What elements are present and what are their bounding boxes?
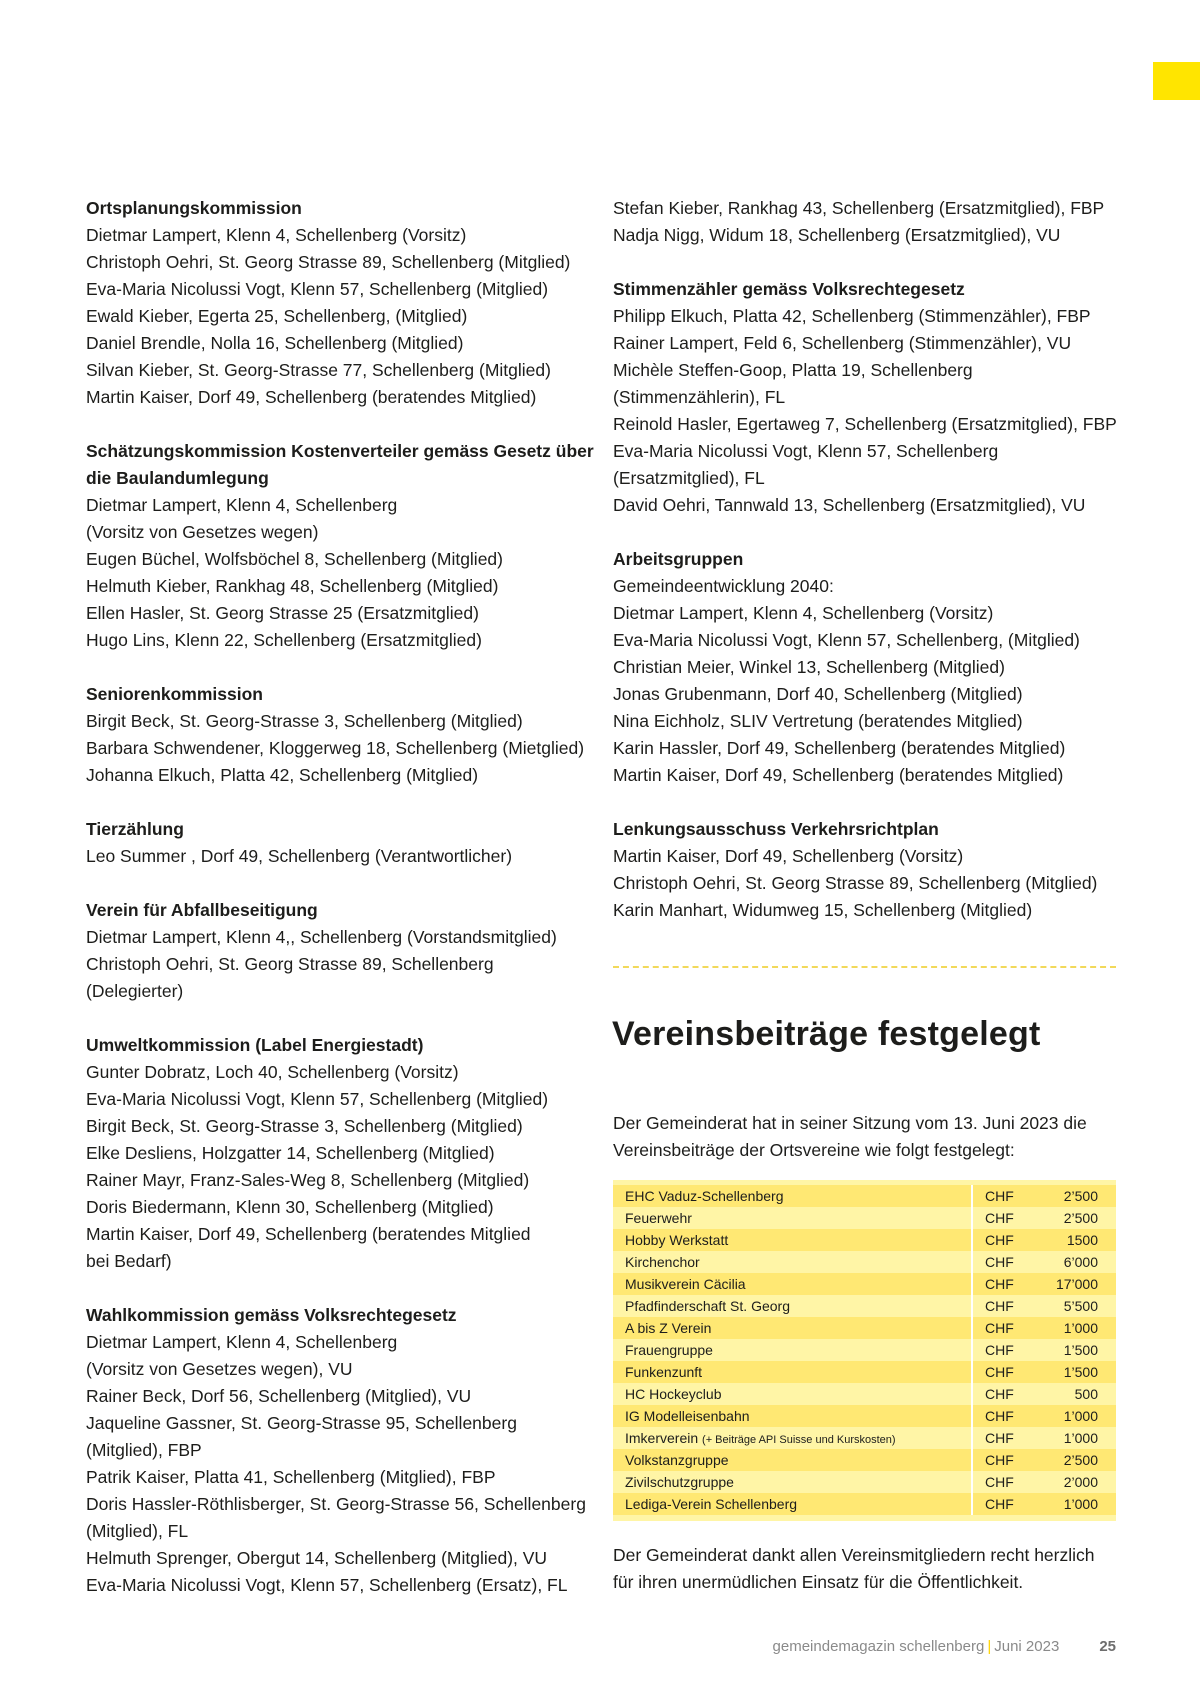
fee-currency: CHF [985, 1320, 1014, 1336]
fee-club-name: EHC Vaduz-Schellenberg [625, 1188, 784, 1204]
committee-heading: Verein für Abfallbeseitigung [86, 900, 318, 920]
member-line: Eva-Maria Nicolussi Vogt, Klenn 57, Schellenberg (Mitglied) [86, 279, 549, 299]
committee-heading: Tierzählung [86, 819, 184, 839]
fee-currency: CHF [985, 1210, 1014, 1226]
committee-section [86, 438, 596, 654]
fee-row [613, 1405, 1116, 1427]
member-line: Dietmar Lampert, Klenn 4,, Schellenberg (Vorstandsmitglied) [86, 927, 557, 947]
member-line: Elke Desliens, Holzgatter 14, Schellenberg (Mitglied) [86, 1143, 495, 1163]
committee-section [613, 195, 1118, 249]
fee-club-cell [613, 1383, 973, 1405]
committee-heading: Seniorenkommission [86, 684, 263, 704]
fee-club-name: Frauengruppe [625, 1342, 713, 1358]
member-line: (Delegierter) [86, 981, 184, 1001]
section-divider [613, 966, 1116, 968]
fee-club-cell [613, 1295, 973, 1317]
fee-row [613, 1229, 1116, 1251]
fee-row [613, 1207, 1116, 1229]
fee-club-name: HC Hockeyclub [625, 1386, 722, 1402]
fee-row [613, 1185, 1116, 1207]
fee-club-cell [613, 1427, 973, 1449]
footer-separator: | [987, 1638, 992, 1655]
member-line: Barbara Schwendener, Kloggerweg 18, Schellenberg (Mietglied) [86, 738, 585, 758]
article-outro: Der Gemeinderat dankt allen Vereinsmitgliedern recht herzlich für ihren unermüdlichen Einsatz für die Öffentlichkeit. [613, 1545, 1095, 1592]
fee-club-name: Kirchenchor [625, 1254, 700, 1270]
fee-row [613, 1339, 1116, 1361]
fee-row [613, 1273, 1116, 1295]
fee-amount: 5’500 [1063, 1298, 1098, 1314]
fee-row [613, 1295, 1116, 1317]
fee-amount: 1’000 [1063, 1320, 1098, 1336]
fee-currency: CHF [985, 1430, 1014, 1446]
member-line: Rainer Lampert, Feld 6, Schellenberg (Stimmenzähler), VU [613, 333, 1072, 353]
member-line: (Ersatzmitglied), FL [613, 468, 765, 488]
member-line: Christoph Oehri, St. Georg Strasse 89, Schellenberg (Mitglied) [613, 873, 1098, 893]
fee-club-cell [613, 1449, 973, 1471]
member-line: (Mitglied), FBP [86, 1440, 202, 1460]
member-line: Leo Summer , Dorf 49, Schellenberg (Verantwortlicher) [86, 846, 513, 866]
fee-amount: 2’500 [1063, 1210, 1098, 1226]
member-line: Ellen Hasler, St. Georg Strasse 25 (Ersatzmitglied) [86, 603, 479, 623]
member-line: Silvan Kieber, St. Georg-Strasse 77, Schellenberg (Mitglied) [86, 360, 551, 380]
committee-heading: Wahlkommission gemäss Volksrechtegesetz [86, 1305, 457, 1325]
member-line: Dietmar Lampert, Klenn 4, Schellenberg (Vorsitz) [613, 603, 994, 623]
member-line: Doris Hassler-Röthlisberger, St. Georg-Strasse 56, Schellenberg [86, 1494, 586, 1514]
member-line: Helmuth Sprenger, Obergut 14, Schellenberg (Mitglied), VU [86, 1548, 548, 1568]
member-line: Dietmar Lampert, Klenn 4, Schellenberg (Vorsitz) [86, 225, 467, 245]
fee-currency: CHF [985, 1474, 1014, 1490]
member-line: Martin Kaiser, Dorf 49, Schellenberg (Vorsitz) [613, 846, 964, 866]
committee-section [86, 897, 596, 1005]
fee-club-cell [613, 1273, 973, 1295]
fee-currency: CHF [985, 1452, 1014, 1468]
fee-amount: 1’000 [1063, 1496, 1098, 1512]
fee-amount: 1’000 [1063, 1430, 1098, 1446]
member-line: Martin Kaiser, Dorf 49, Schellenberg (beratendes Mitglied) [86, 387, 537, 407]
committee-section [86, 1032, 596, 1275]
member-line: Martin Kaiser, Dorf 49, Schellenberg (beratendes Mitglied [86, 1224, 531, 1244]
committee-section [613, 546, 1118, 789]
member-line: (Mitglied), FL [86, 1521, 189, 1541]
fee-club-name: Volkstanzgruppe [625, 1452, 729, 1468]
fee-row [613, 1383, 1116, 1405]
fee-currency: CHF [985, 1232, 1014, 1248]
footer-magazine: gemeindemagazin schellenberg [772, 1638, 985, 1655]
fee-club-cell [613, 1185, 973, 1207]
fee-club-cell [613, 1493, 973, 1515]
member-line: Johanna Elkuch, Platta 42, Schellenberg (Mitglied) [86, 765, 479, 785]
member-line: (Vorsitz von Gesetzes wegen) [86, 522, 319, 542]
fee-currency: CHF [985, 1342, 1014, 1358]
fee-club-name: A bis Z Verein [625, 1320, 712, 1336]
member-line: Jonas Grubenmann, Dorf 40, Schellenberg (Mitglied) [613, 684, 1023, 704]
member-line: Dietmar Lampert, Klenn 4, Schellenberg [86, 1332, 398, 1352]
committee-section [86, 195, 596, 411]
fee-club-cell [613, 1251, 973, 1273]
fee-currency: CHF [985, 1188, 1014, 1204]
fee-club-name: Zivilschutzgruppe [625, 1474, 734, 1490]
member-line: Gunter Dobratz, Loch 40, Schellenberg (Vorsitz) [86, 1062, 459, 1082]
fee-currency: CHF [985, 1276, 1014, 1292]
member-line: Patrik Kaiser, Platta 41, Schellenberg (Mitglied), FBP [86, 1467, 496, 1487]
member-line: Eva-Maria Nicolussi Vogt, Klenn 57, Schellenberg [613, 441, 999, 461]
committee-heading: Arbeitsgruppen [613, 549, 744, 569]
committee-heading: Ortsplanungskommission [86, 198, 302, 218]
fee-amount: 2’500 [1063, 1452, 1098, 1468]
member-line: Rainer Beck, Dorf 56, Schellenberg (Mitglied), VU [86, 1386, 472, 1406]
member-line: (Vorsitz von Gesetzes wegen), VU [86, 1359, 353, 1379]
committee-section [613, 276, 1118, 519]
page-number: 25 [1099, 1638, 1116, 1655]
member-line: Eva-Maria Nicolussi Vogt, Klenn 57, Schellenberg (Mitglied) [86, 1089, 549, 1109]
committee-heading: Lenkungsausschuss Verkehrsrichtplan [613, 819, 939, 839]
fee-club-cell [613, 1361, 973, 1383]
fee-amount: 500 [1074, 1386, 1098, 1402]
fee-club-name: Musikverein Cäcilia [625, 1276, 746, 1292]
member-line: Ewald Kieber, Egerta 25, Schellenberg, (Mitglied) [86, 306, 468, 326]
committee-heading: Schätzungskommission Kostenverteiler gemäss Gesetz über die Baulandumlegung [86, 441, 594, 488]
member-line: Eugen Büchel, Wolfsböchel 8, Schellenberg (Mitglied) [86, 549, 503, 569]
committee-section [86, 681, 596, 789]
fee-row [613, 1361, 1116, 1383]
fee-currency: CHF [985, 1386, 1014, 1402]
member-line: Gemeindeentwicklung 2040: [613, 576, 834, 596]
fee-club-cell [613, 1471, 973, 1493]
member-line: Rainer Mayr, Franz-Sales-Weg 8, Schellenberg (Mitglied) [86, 1170, 530, 1190]
fee-amount: 1’500 [1063, 1342, 1098, 1358]
corner-tab [1153, 62, 1200, 100]
article-title: Vereinsbeiträge festgelegt [612, 1015, 1041, 1053]
committee-heading: Stimmenzähler gemäss Volksrechtegesetz [613, 279, 965, 299]
member-line: Daniel Brendle, Nolla 16, Schellenberg (Mitglied) [86, 333, 464, 353]
fee-club-cell [613, 1339, 973, 1361]
fee-club-name: Hobby Werkstatt [625, 1232, 729, 1248]
fee-amount: 2’000 [1063, 1474, 1098, 1490]
member-line: Stefan Kieber, Rankhag 43, Schellenberg (Ersatzmitglied), FBP [613, 198, 1105, 218]
fee-currency: CHF [985, 1254, 1014, 1270]
fee-club-cell [613, 1317, 973, 1339]
fee-amount: 1500 [1066, 1232, 1098, 1248]
committee-section [86, 816, 596, 870]
fee-row [613, 1471, 1116, 1493]
fee-currency: CHF [985, 1364, 1014, 1380]
member-line: Helmuth Kieber, Rankhag 48, Schellenberg (Mitglied) [86, 576, 499, 596]
member-line: David Oehri, Tannwald 13, Schellenberg (Ersatzmitglied), VU [613, 495, 1086, 515]
member-line: Michèle Steffen-Goop, Platta 19, Schellenberg [613, 360, 973, 380]
member-line: Nadja Nigg, Widum 18, Schellenberg (Ersatzmitglied), VU [613, 225, 1061, 245]
fee-amount: 2’500 [1063, 1188, 1098, 1204]
fee-row [613, 1251, 1116, 1273]
fee-club-name: Pfadfinderschaft St. Georg [625, 1298, 790, 1314]
footer-issue: Juni 2023 [994, 1638, 1060, 1655]
fee-row [613, 1317, 1116, 1339]
fee-club-name: IG Modelleisenbahn [625, 1408, 750, 1424]
fee-currency: CHF [985, 1496, 1014, 1512]
fee-amount: 1’500 [1063, 1364, 1098, 1380]
member-line: bei Bedarf) [86, 1251, 172, 1271]
fee-club-name: Funkenzunft [625, 1364, 703, 1380]
member-line: Nina Eichholz, SLIV Vertretung (beratendes Mitglied) [613, 711, 1023, 731]
fee-club-cell [613, 1207, 973, 1229]
member-line: Karin Hassler, Dorf 49, Schellenberg (beratendes Mitglied) [613, 738, 1066, 758]
left-column [86, 195, 596, 1626]
page-footer [600, 1637, 1116, 1657]
committee-section [86, 1302, 596, 1599]
fee-amount: 1’000 [1063, 1408, 1098, 1424]
member-line: Hugo Lins, Klenn 22, Schellenberg (Ersatzmitglied) [86, 630, 482, 650]
member-line: Reinold Hasler, Egertaweg 7, Schellenberg (Ersatzmitglied), FBP [613, 414, 1117, 434]
fee-club-name: Lediga-Verein Schellenberg [625, 1496, 798, 1512]
committee-section [613, 816, 1118, 924]
member-line: Birgit Beck, St. Georg-Strasse 3, Schellenberg (Mitglied) [86, 711, 523, 731]
fee-row [613, 1449, 1116, 1471]
fee-currency: CHF [985, 1298, 1014, 1314]
fee-table [613, 1180, 1116, 1521]
fee-amount: 6’000 [1063, 1254, 1098, 1270]
member-line: Eva-Maria Nicolussi Vogt, Klenn 57, Schellenberg, (Mitglied) [613, 630, 1080, 650]
committee-heading: Umweltkommission (Label Energiestadt) [86, 1035, 424, 1055]
fee-amount: 17’000 [1055, 1276, 1098, 1292]
member-line: Martin Kaiser, Dorf 49, Schellenberg (beratendes Mitglied) [613, 765, 1064, 785]
member-line: Christoph Oehri, St. Georg Strasse 89, Schellenberg (Mitglied) [86, 252, 571, 272]
member-line: Karin Manhart, Widumweg 15, Schellenberg (Mitglied) [613, 900, 1033, 920]
fee-club-name: Feuerwehr [625, 1210, 692, 1226]
member-line: Doris Biedermann, Klenn 30, Schellenberg (Mitglied) [86, 1197, 494, 1217]
fee-currency: CHF [985, 1408, 1014, 1424]
member-line: Eva-Maria Nicolussi Vogt, Klenn 57, Schellenberg (Ersatz), FL [86, 1575, 568, 1595]
fee-club-name: Imkerverein [625, 1430, 699, 1446]
fee-note: (+ Beiträge API Suisse und Kurskosten) [702, 1434, 896, 1446]
fee-club-cell [613, 1405, 973, 1427]
member-line: (Stimmenzählerin), FL [613, 387, 786, 407]
member-line: Christoph Oehri, St. Georg Strasse 89, Schellenberg [86, 954, 494, 974]
fee-row [613, 1493, 1116, 1515]
member-line: Dietmar Lampert, Klenn 4, Schellenberg [86, 495, 398, 515]
fee-row [613, 1427, 1116, 1449]
member-line: Birgit Beck, St. Georg-Strasse 3, Schellenberg (Mitglied) [86, 1116, 523, 1136]
right-column [613, 195, 1118, 951]
member-line: Jaqueline Gassner, St. Georg-Strasse 95, Schellenberg [86, 1413, 517, 1433]
member-line: Christian Meier, Winkel 13, Schellenberg (Mitglied) [613, 657, 1005, 677]
member-line: Philipp Elkuch, Platta 42, Schellenberg (Stimmenzähler), FBP [613, 306, 1091, 326]
article-intro: Der Gemeinderat hat in seiner Sitzung vom 13. Juni 2023 die Vereinsbeiträge der Ortsvereine wie folgt festgelegt: [613, 1113, 1087, 1160]
fee-club-cell [613, 1229, 973, 1251]
